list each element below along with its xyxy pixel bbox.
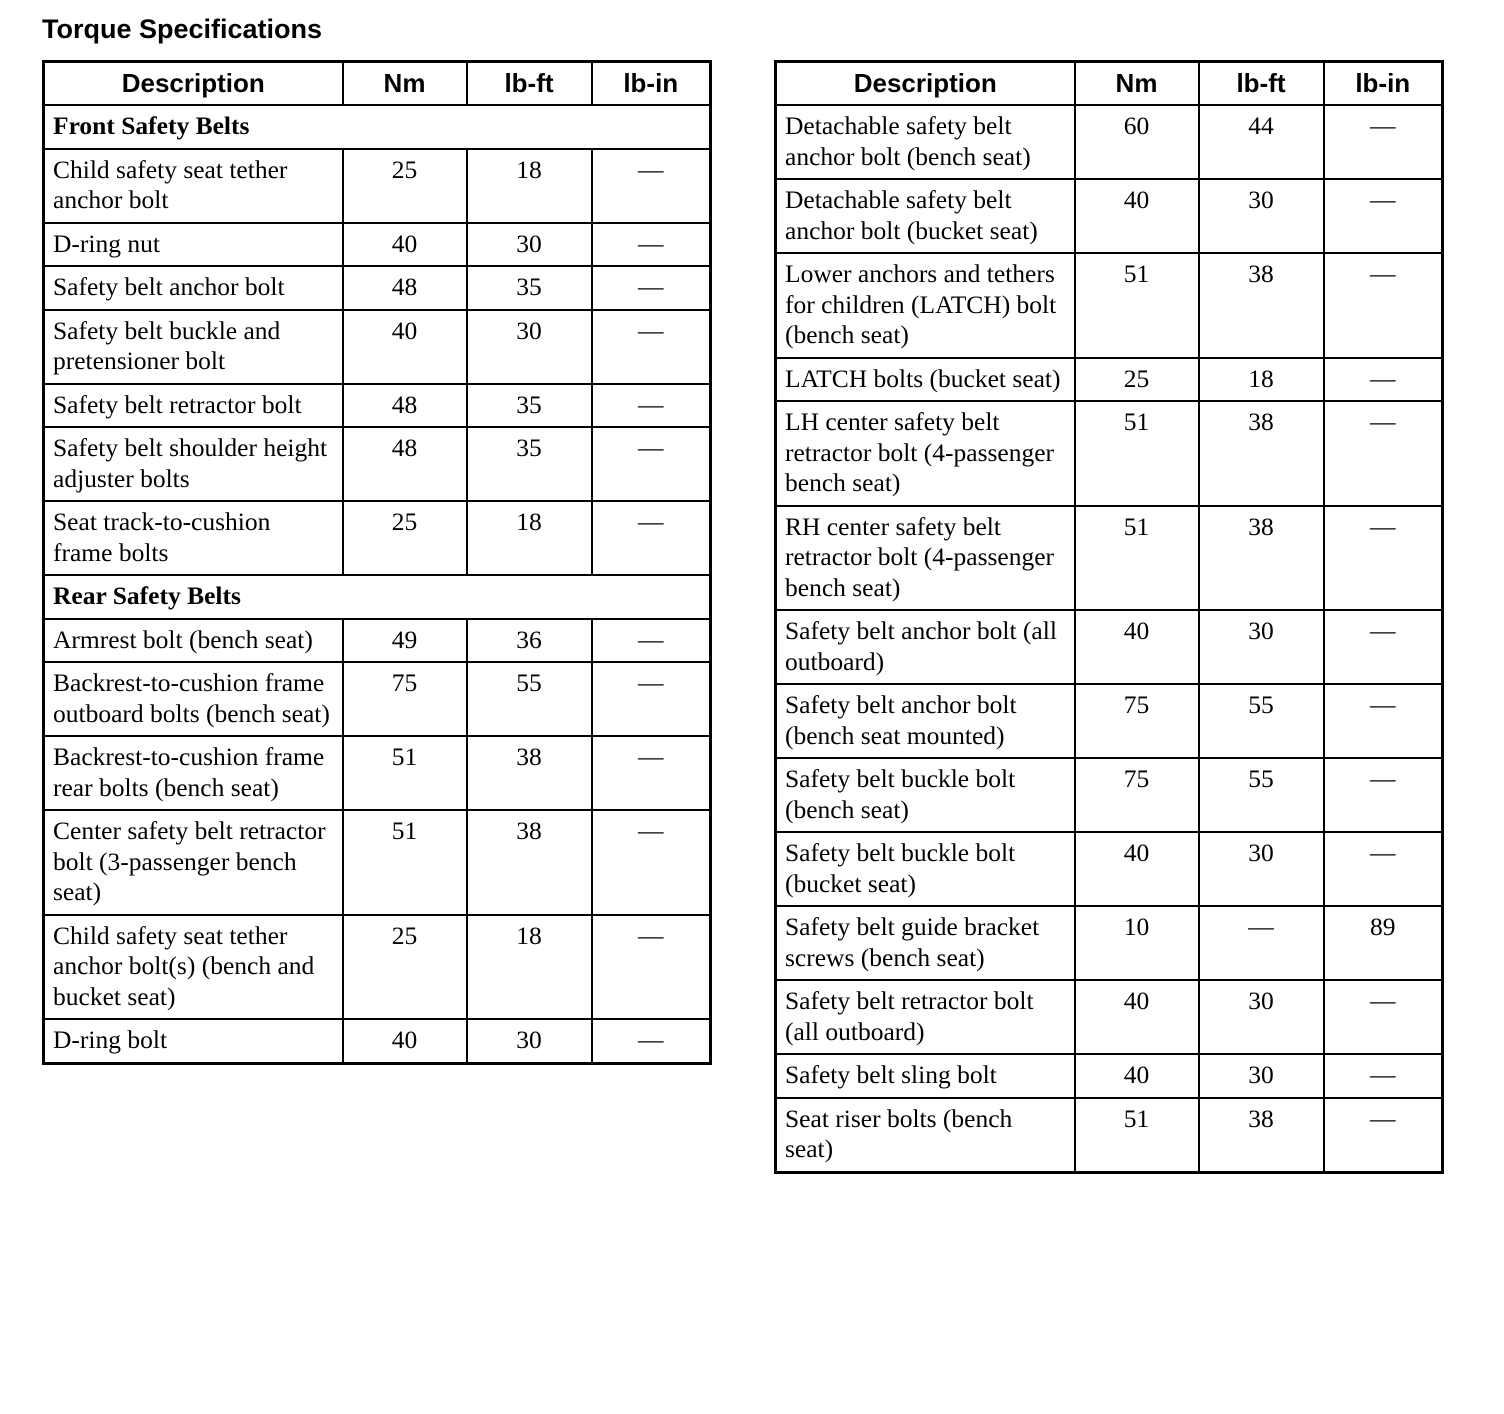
- cell-description: LATCH bolts (bucket seat): [776, 358, 1075, 402]
- cell-description: LH center safety belt retractor bolt (4-passenger bench seat): [776, 401, 1075, 506]
- table-row: [776, 684, 1443, 758]
- table-row: [44, 149, 711, 223]
- cell-lbin: —: [592, 427, 711, 501]
- cell-nm: 51: [1075, 1098, 1199, 1173]
- cell-lbin: —: [1324, 1054, 1443, 1098]
- cell-lbft: 30: [467, 223, 592, 267]
- cell-lbin: —: [1324, 401, 1443, 506]
- cell-lbft: 30: [1199, 980, 1324, 1054]
- table-row: [44, 736, 711, 810]
- column-header-lbin: lb-in: [592, 62, 711, 106]
- cell-nm: 49: [343, 619, 467, 663]
- cell-nm: 75: [343, 662, 467, 736]
- cell-description: Detachable safety belt anchor bolt (bucket seat): [776, 179, 1075, 253]
- cell-nm: 25: [1075, 358, 1199, 402]
- cell-description: Backrest-to-cushion frame rear bolts (bench seat): [44, 736, 343, 810]
- cell-description: RH center safety belt retractor bolt (4-passenger bench seat): [776, 506, 1075, 611]
- cell-lbin: —: [1324, 179, 1443, 253]
- cell-description: Armrest bolt (bench seat): [44, 619, 343, 663]
- cell-nm: 40: [343, 223, 467, 267]
- cell-lbft: 30: [467, 1019, 592, 1063]
- table-row: [44, 310, 711, 384]
- table-row: [44, 427, 711, 501]
- cell-description: D-ring bolt: [44, 1019, 343, 1063]
- cell-lbft: 38: [1199, 401, 1324, 506]
- table-row: [776, 358, 1443, 402]
- cell-description: Safety belt buckle and pretensioner bolt: [44, 310, 343, 384]
- cell-lbft: 38: [467, 736, 592, 810]
- table-row: [776, 1098, 1443, 1173]
- cell-description: Safety belt guide bracket screws (bench seat): [776, 906, 1075, 980]
- cell-lbft: 55: [1199, 758, 1324, 832]
- cell-lbft: 30: [467, 310, 592, 384]
- section-row: [44, 575, 711, 619]
- cell-lbft: 55: [1199, 684, 1324, 758]
- cell-lbft: 38: [467, 810, 592, 915]
- cell-nm: 75: [1075, 758, 1199, 832]
- cell-lbft: 38: [1199, 506, 1324, 611]
- table-row: [776, 980, 1443, 1054]
- table-row: [44, 266, 711, 310]
- section-row: [44, 105, 711, 149]
- cell-lbft: 35: [467, 384, 592, 428]
- column-header-lbin: lb-in: [1324, 62, 1443, 106]
- cell-lbin: —: [1324, 358, 1443, 402]
- table-row: [44, 501, 711, 575]
- cell-description: Safety belt anchor bolt: [44, 266, 343, 310]
- cell-lbft: 55: [467, 662, 592, 736]
- table-row: [776, 506, 1443, 611]
- cell-lbin: —: [592, 223, 711, 267]
- table-row: [44, 915, 711, 1020]
- cell-nm: 25: [343, 915, 467, 1020]
- cell-description: Safety belt retractor bolt (all outboard): [776, 980, 1075, 1054]
- cell-description: Detachable safety belt anchor bolt (bench seat): [776, 105, 1075, 179]
- cell-nm: 10: [1075, 906, 1199, 980]
- cell-nm: 51: [1075, 401, 1199, 506]
- cell-nm: 25: [343, 149, 467, 223]
- cell-lbft: 30: [1199, 832, 1324, 906]
- column-header-nm: Nm: [1075, 62, 1199, 106]
- cell-lbft: 18: [467, 915, 592, 1020]
- cell-lbft: 30: [1199, 1054, 1324, 1098]
- cell-lbin: —: [1324, 610, 1443, 684]
- column-header-nm: Nm: [343, 62, 467, 106]
- cell-lbin: —: [592, 736, 711, 810]
- cell-lbft: 30: [1199, 179, 1324, 253]
- table-row: [776, 832, 1443, 906]
- table-row: [776, 105, 1443, 179]
- cell-nm: 60: [1075, 105, 1199, 179]
- table-row: [776, 610, 1443, 684]
- cell-nm: 48: [343, 266, 467, 310]
- cell-nm: 40: [1075, 610, 1199, 684]
- cell-lbin: —: [1324, 832, 1443, 906]
- cell-lbin: —: [592, 619, 711, 663]
- cell-lbin: —: [592, 501, 711, 575]
- cell-lbft: 18: [467, 149, 592, 223]
- table-row: [44, 810, 711, 915]
- cell-description: D-ring nut: [44, 223, 343, 267]
- cell-description: Center safety belt retractor bolt (3-passenger bench seat): [44, 810, 343, 915]
- cell-lbin: —: [592, 266, 711, 310]
- section-heading: Rear Safety Belts: [44, 575, 711, 619]
- table-row: [44, 384, 711, 428]
- section-heading: Front Safety Belts: [44, 105, 711, 149]
- cell-description: Lower anchors and tethers for children (LATCH) bolt (bench seat): [776, 253, 1075, 358]
- cell-nm: 25: [343, 501, 467, 575]
- cell-nm: 40: [1075, 179, 1199, 253]
- table-header-row: [44, 62, 711, 106]
- cell-description: Safety belt retractor bolt: [44, 384, 343, 428]
- column-header-lbft: lb-ft: [467, 62, 592, 106]
- table-row: [776, 906, 1443, 980]
- column-header-description: Description: [44, 62, 343, 106]
- table-row: [776, 253, 1443, 358]
- cell-lbft: 38: [1199, 253, 1324, 358]
- page-title: Torque Specifications: [42, 14, 323, 44]
- cell-nm: 51: [1075, 506, 1199, 611]
- cell-description: Seat riser bolts (bench seat): [776, 1098, 1075, 1173]
- cell-lbin: —: [592, 310, 711, 384]
- cell-description: Child safety seat tether anchor bolt(s) (bench and bucket seat): [44, 915, 343, 1020]
- cell-description: Child safety seat tether anchor bolt: [44, 149, 343, 223]
- table-row: [776, 1054, 1443, 1098]
- cell-description: Safety belt buckle bolt (bucket seat): [776, 832, 1075, 906]
- cell-nm: 75: [1075, 684, 1199, 758]
- cell-lbft: 44: [1199, 105, 1324, 179]
- torque-table-left: [42, 60, 712, 1065]
- cell-lbft: 18: [467, 501, 592, 575]
- cell-lbin: —: [1324, 980, 1443, 1054]
- cell-nm: 51: [343, 736, 467, 810]
- cell-lbft: 36: [467, 619, 592, 663]
- table-row: [44, 619, 711, 663]
- cell-lbft: 35: [467, 427, 592, 501]
- table-header-row: [776, 62, 1443, 106]
- column-header-lbft: lb-ft: [1199, 62, 1324, 106]
- cell-lbft: 35: [467, 266, 592, 310]
- cell-lbin: —: [1324, 253, 1443, 358]
- cell-description: Safety belt anchor bolt (all outboard): [776, 610, 1075, 684]
- cell-lbin: —: [592, 810, 711, 915]
- cell-nm: 40: [343, 1019, 467, 1063]
- table-row: [776, 758, 1443, 832]
- cell-lbin: —: [592, 915, 711, 1020]
- cell-lbin: 89: [1324, 906, 1443, 980]
- cell-lbin: —: [1324, 1098, 1443, 1173]
- table-row: [44, 1019, 711, 1063]
- cell-description: Safety belt shoulder height adjuster bolts: [44, 427, 343, 501]
- cell-nm: 40: [1075, 1054, 1199, 1098]
- cell-description: Seat track-to-cushion frame bolts: [44, 501, 343, 575]
- cell-nm: 51: [1075, 253, 1199, 358]
- cell-lbin: —: [1324, 684, 1443, 758]
- cell-lbft: —: [1199, 906, 1324, 980]
- cell-description: Safety belt sling bolt: [776, 1054, 1075, 1098]
- table-row: [776, 179, 1443, 253]
- cell-nm: 40: [343, 310, 467, 384]
- cell-nm: 51: [343, 810, 467, 915]
- cell-nm: 48: [343, 384, 467, 428]
- cell-lbft: 18: [1199, 358, 1324, 402]
- cell-nm: 40: [1075, 832, 1199, 906]
- cell-nm: 40: [1075, 980, 1199, 1054]
- cell-lbft: 30: [1199, 610, 1324, 684]
- table-row: [776, 401, 1443, 506]
- cell-lbin: —: [592, 384, 711, 428]
- torque-table-right: [774, 60, 1444, 1174]
- table-row: [44, 662, 711, 736]
- cell-description: Safety belt buckle bolt (bench seat): [776, 758, 1075, 832]
- cell-lbin: —: [1324, 105, 1443, 179]
- cell-lbin: —: [592, 662, 711, 736]
- cell-lbin: —: [1324, 758, 1443, 832]
- cell-description: Backrest-to-cushion frame outboard bolts (bench seat): [44, 662, 343, 736]
- cell-nm: 48: [343, 427, 467, 501]
- cell-lbin: —: [1324, 506, 1443, 611]
- cell-description: Safety belt anchor bolt (bench seat mounted): [776, 684, 1075, 758]
- cell-lbft: 38: [1199, 1098, 1324, 1173]
- cell-lbin: —: [592, 149, 711, 223]
- table-row: [44, 223, 711, 267]
- column-header-description: Description: [776, 62, 1075, 106]
- cell-lbin: —: [592, 1019, 711, 1063]
